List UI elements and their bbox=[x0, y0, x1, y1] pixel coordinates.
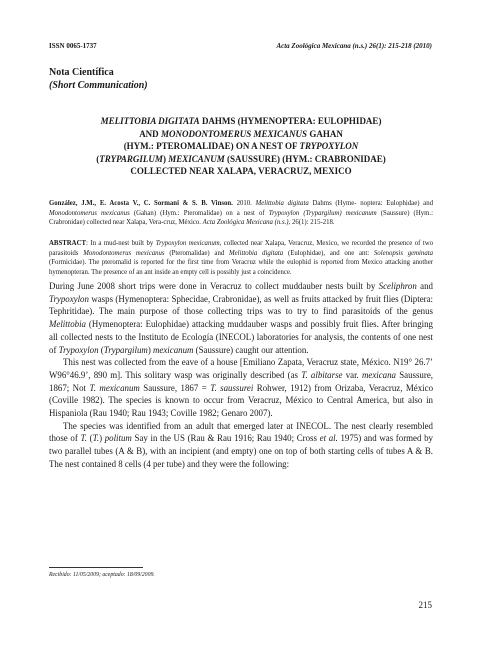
citation-text: (Saussure) (Hym.: Crabronidae) collected near Xalapa, Vera-cruz, México. bbox=[49, 209, 433, 227]
abstract-italic: Monodontomerus mexicanus bbox=[83, 249, 165, 257]
body-italic: Trypargilum bbox=[103, 344, 148, 355]
title-text: (HYM.: PTEROMALIDAE) ON A NEST OF bbox=[123, 141, 300, 152]
abstract-italic: Solenopsis geminata bbox=[373, 249, 433, 257]
body-italic: T. albitarse bbox=[301, 369, 343, 380]
body-text: During June 2008 short trips were done in Veracruz to collect muddauber nests built by bbox=[49, 281, 379, 291]
body-text: (Saussure) caught our attention. bbox=[193, 344, 309, 355]
title-line-3 bbox=[40, 140, 442, 153]
title-line-5: COLLECTED NEAR XALAPA, VERACRUZ, MEXICO bbox=[130, 166, 352, 177]
abstract-italic: Melittobia digitata bbox=[229, 249, 284, 257]
body-text: Say in the US (Rau & Rau 1916; Rau 1940; Cross bbox=[131, 433, 320, 444]
body-text: ( bbox=[98, 344, 104, 355]
body-paragraph-1 bbox=[49, 280, 433, 356]
body-text: and bbox=[416, 281, 433, 291]
title-italic: MELITTOBIA DIGITATA bbox=[100, 116, 200, 126]
body-text: Rohwer, 1912) from Orizaba, Veracruz, México (Coville 1982). The species is known to occur from Veracruz, México to Central America, but also in Hispaniola (Rau 1940; Rau 1943; Coville 1982; Genaro 2007). bbox=[49, 382, 434, 419]
body-italic: T. mexicanum bbox=[89, 382, 140, 393]
citation-block bbox=[49, 199, 433, 228]
body-text: ) bbox=[147, 344, 153, 355]
title-text: ( bbox=[96, 153, 100, 164]
article-body bbox=[49, 280, 433, 471]
body-text: ) bbox=[99, 433, 105, 444]
issn-header: ISSN 0065-1737 bbox=[49, 42, 97, 50]
received-footnote: Recibido: 11/05/2009; aceptado: 18/09/2009. bbox=[49, 572, 155, 578]
citation-text: noptera: Eulophidae) and bbox=[360, 200, 433, 207]
body-italic: mexicana bbox=[361, 369, 396, 380]
body-italic: T. bbox=[92, 433, 100, 444]
journal-header: Acta Zoológica Mexicana (n.s.) 26(1): 215-218 (2010) bbox=[276, 42, 432, 50]
body-italic: T. saussurei bbox=[210, 382, 254, 393]
body-italic: Melittobia bbox=[49, 319, 86, 330]
body-italic: Sceliphron bbox=[378, 281, 417, 291]
title-text: GAHAN bbox=[307, 128, 343, 139]
body-italic: et al. bbox=[319, 433, 338, 444]
body-paragraph-3 bbox=[49, 420, 433, 471]
title-text: (SAUSSURE) (HYM.: CRABRONIDAE) bbox=[224, 153, 386, 164]
footnote-rule bbox=[49, 567, 143, 568]
article-title bbox=[40, 115, 442, 178]
title-text: ) bbox=[162, 153, 169, 164]
body-text: 1975) and was formed by two parallel tubes (A & B), with an incipient (and empty) one on top of both starting cells of tubes A & B. The nest contained 8 cells (4 per tube) and they were the following: bbox=[49, 433, 433, 469]
abstract-text: (Eulophidae), and one ant: bbox=[283, 249, 374, 257]
abstract-text: (Formicidae). The pteromalid is reported for the first time from Veracruz while the eulophid is reported from Mexico attacking another hymenopteran. The presence of an ant inside an empty cell is possibly just a coincidence. bbox=[49, 259, 433, 276]
citation-journal: Acta Zoológica Mexicana (n.s.), bbox=[202, 219, 291, 227]
title-line-1 bbox=[40, 115, 442, 128]
title-text: DAHMS (HYMENOPTERA: EULOPHIDAE) bbox=[199, 116, 382, 126]
title-line-2 bbox=[40, 128, 442, 141]
body-text: (Hymenoptera: Eulophidae) attacking muddauber wasps and possibly fruit flies. After bringing all collected nests to the Instituto de Ecología (INECOL) laboratories for analysis, the contents of one nest of bbox=[49, 319, 433, 355]
page-number: 215 bbox=[418, 600, 432, 610]
body-italic: Trypoxylon bbox=[49, 293, 89, 304]
section-sublabel: (Short Communication) bbox=[49, 80, 148, 91]
abstract-italic: Trypoxylon mexicanum bbox=[155, 240, 220, 247]
abstract-label: ABSTRACT bbox=[49, 240, 87, 247]
body-text: wasps (Hymenoptera: Sphecidae, Crabronidae), as well as fruits attacked by fruit flies (Diptera: Tephritidae). The main purpose of those collecting trips was to try to find parasitoids of the genus bbox=[49, 293, 433, 317]
body-italic: T. bbox=[80, 433, 87, 444]
citation-pages: 26(1): 215-218. bbox=[290, 219, 335, 227]
body-text: The species was identified from an adult that emerged later at INECOL. The nest clearly resembled those of bbox=[49, 420, 433, 444]
abstract-block bbox=[49, 239, 433, 277]
body-paragraph-2 bbox=[49, 356, 433, 420]
body-italic: Trypoxylon bbox=[58, 344, 99, 355]
section-label: Nota Científica bbox=[49, 67, 114, 78]
body-text: var. bbox=[342, 369, 362, 380]
citation-year: 2010. bbox=[232, 200, 256, 207]
body-text: This nest was collected from the eave of a house [Emiliano Zapata, Veracruz state, México. N19° 26.7’ W96°46.9’, 890 m]. This solitary wasp was originally described (as bbox=[49, 357, 433, 380]
title-italic: MEXICANUM bbox=[168, 153, 225, 164]
abstract-text: (Pteromalidae) and bbox=[164, 249, 229, 257]
abstract-text: : In a mud-nest built by bbox=[86, 240, 156, 247]
section-heading bbox=[49, 66, 148, 92]
citation-italic: Trypoxylon (Trypargilum) mexicanum bbox=[268, 209, 377, 217]
citation-italic: Monodontomerus mexicanus bbox=[49, 209, 130, 217]
title-italic: MONODONTOMERUS MEXICANUS bbox=[160, 128, 308, 139]
body-text: ( bbox=[86, 433, 93, 444]
citation-italic: Melittobia digitata bbox=[255, 200, 309, 207]
abstract-text: , collected near Xalapa, Veracruz, Mexico, we recorded the presence of two parasitoids bbox=[49, 240, 433, 257]
body-text: Saussure, 1867; Not bbox=[49, 369, 433, 393]
body-italic: politum bbox=[104, 433, 132, 444]
body-italic: mexicanum bbox=[153, 344, 194, 355]
title-italic: TRYPARGILUM bbox=[99, 153, 163, 164]
body-text: Saussure, 1867 = bbox=[139, 382, 211, 393]
title-text: AND bbox=[139, 128, 161, 139]
citation-text: Dahms (Hyme- bbox=[308, 200, 357, 207]
citation-text: (Gahan) (Hym.: Pteromalidae) on a nest of bbox=[129, 209, 269, 217]
title-italic: TRYPOXYLON bbox=[299, 141, 359, 152]
citation-authors: González, J.M., E. Acosta V., C. Sormani & S. B. Vinson. bbox=[49, 200, 233, 207]
title-line-4 bbox=[40, 153, 442, 166]
